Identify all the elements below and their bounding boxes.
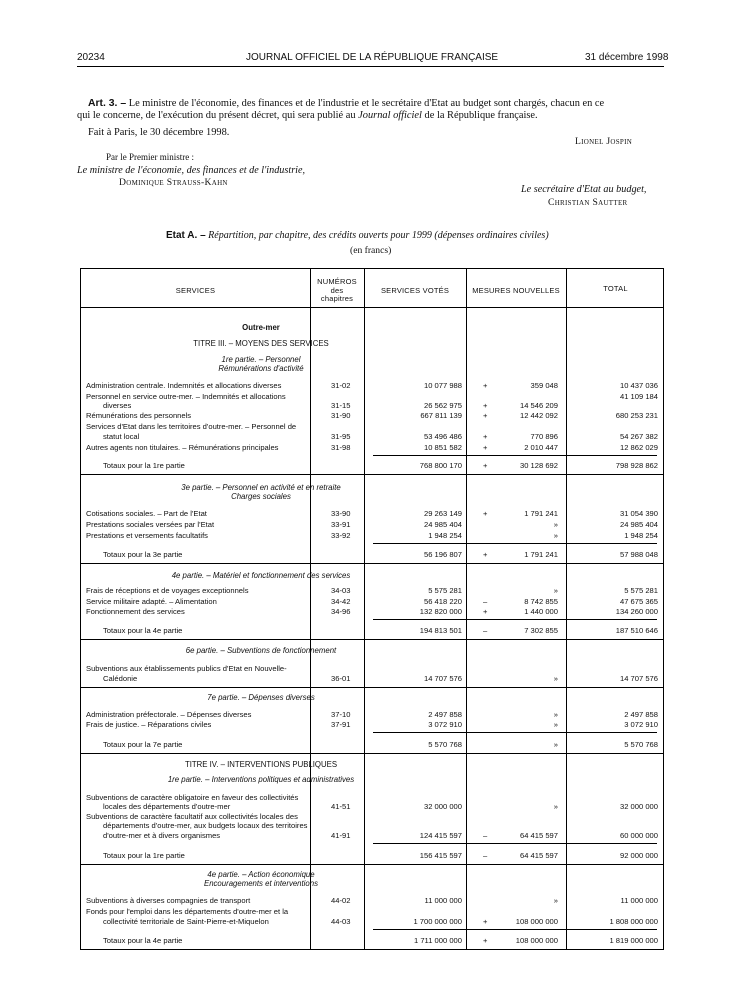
row-chapter: 41-91 [331,831,351,840]
totals-votes: 5 570 768 [428,740,462,749]
totals-label: Totaux pour la 3e partie [103,550,183,559]
credits-table [80,268,664,950]
row-label: Fonds pour l'emploi dans les départements d'outre-mer et la [86,907,289,916]
col-numeros-line1: NUMÉROS [317,277,357,286]
row-total: 31 054 390 [619,509,658,518]
totals-label: Totaux pour la 7e partie [103,740,183,749]
totals-mesures: » [553,740,558,749]
row-total: 10 437 036 [619,381,658,390]
totals-votes: 194 813 501 [419,626,462,635]
section-p1-sub: Rémunérations d'activité [218,364,304,373]
header-rule [77,66,664,67]
totals-total: 57 988 048 [619,550,658,559]
section-t4p4-sub: Encouragements et interventions [204,879,318,888]
totals-votes: 1 711 000 000 [414,936,462,945]
article-line2-b: Journal officiel [358,109,422,121]
row-label: Prestations sociales versées par l'Etat [86,520,215,529]
row-total: 60 000 000 [619,831,658,840]
row-label-cont: départements d'outre-mer, aux budgets locaux des territoires [103,821,308,830]
journal-title: JOURNAL OFFICIEL DE LA RÉPUBLIQUE FRANÇAISE [246,52,499,63]
row-label: Subventions à diverses compagnies de transport [86,896,251,905]
row-votes: 26 562 975 [423,401,462,410]
row-chapter: 31-98 [331,443,351,452]
row-chapter: 34-03 [331,586,351,595]
row-label: Autres agents non titulaires. – Rémunérations principales [86,443,279,452]
row-votes: 132 820 000 [419,607,462,616]
row-mesures: 1 440 000 [524,607,558,616]
col-total: TOTAL [603,284,628,293]
totals-sign: – [483,626,488,635]
row-sign: + [483,411,488,420]
row-sign: + [483,917,488,926]
row-mesures: » [553,586,558,595]
totals-mesures: 30 128 692 [519,461,558,470]
row-votes: 124 415 597 [419,831,462,840]
row-mesures: » [553,674,558,683]
row-chapter: 31-90 [331,411,351,420]
row-total: 134 260 000 [615,607,658,616]
row-sign: + [483,509,488,518]
table-title-label: Etat A. – [166,230,206,241]
totals-votes: 156 415 597 [419,851,462,860]
row-chapter: 33-92 [331,531,351,540]
row-votes: 14 707 576 [423,674,462,683]
section-p1-title: 1re partie. – Personnel [221,355,301,364]
row-chapter: 33-90 [331,509,351,518]
row-votes: 32 000 000 [423,802,462,811]
col-votes: SERVICES VOTÉS [380,286,450,295]
header-date: 31 décembre 1998 [585,52,669,63]
row-votes: 29 263 149 [423,509,462,518]
col-numeros-line3: chapitres [320,294,354,303]
row-votes: 1 700 000 000 [413,917,462,926]
col-services: SERVICES [175,286,216,295]
row-label: Subventions de caractère facultatif aux collectivités locales des [86,812,298,821]
col-mesures: MESURES NOUVELLES [472,286,560,295]
row-label-cont: diverses [103,401,132,410]
section-p3-sub: Charges sociales [231,492,291,501]
row-label-cont: collectivité territoriale de Saint-Pierre-et-Miquelon [103,917,269,926]
row-votes: 3 072 910 [428,720,462,729]
minister-name: Dominique Strauss-Kahn [119,177,228,188]
row-votes: 11 000 000 [424,896,462,905]
totals-mesures: 1 791 241 [524,550,558,559]
row-label: Prestations et versements facultatifs [86,531,208,540]
row-chapter: 44-03 [331,917,351,926]
row-total: 54 267 382 [619,432,658,441]
row-total: 32 000 000 [619,802,658,811]
totals-label: Totaux pour la 4e partie [103,626,183,635]
done-at: Fait à Paris, le 30 décembre 1998. [88,127,230,138]
page-number: 20234 [77,52,105,63]
totals-votes: 56 196 807 [423,550,462,559]
row-votes: 53 496 486 [423,432,462,441]
row-total: 11 000 000 [620,896,658,905]
row-chapter: 37-10 [331,710,351,719]
totals-mesures: 64 415 597 [519,851,558,860]
section-p3-title: 3e partie. – Personnel en activité et en retraite [181,483,341,492]
row-mesures: 108 000 000 [515,917,558,926]
table-title [166,230,549,241]
row-votes: 667 811 139 [420,411,462,420]
row-mesures: » [553,710,558,719]
section-t4p4-title: 4e partie. – Action économique [207,870,315,879]
row-label: Frais de réceptions et de voyages exceptionnels [86,586,249,595]
row-chapter: 36-01 [331,674,351,683]
article-line1: Le ministre de l'économie, des finances et de l'industrie et le secrétaire d'Etat au budget sont chargés, chacun en ce [126,98,605,109]
row-total: 41 109 184 [619,392,658,401]
totals-sign: + [483,936,488,945]
totals-votes: 768 800 170 [419,461,462,470]
row-label: Administration centrale. Indemnités et allocations diverses [86,381,282,390]
row-total: 24 985 404 [619,520,658,529]
section-titre4: TITRE IV. – INTERVENTIONS PUBLIQUES [184,760,338,769]
minister-title: Le ministre de l'économie, des finances et de l'industrie, [77,165,306,176]
row-label: Fonctionnement des services [86,607,185,616]
row-label-cont: d'outre-mer et à divers organismes [103,831,221,840]
row-sign: + [483,443,488,452]
row-label: Rémunérations des personnels [86,411,192,420]
section-p7-title: 7e partie. – Dépenses diverses [207,693,315,702]
table-unit: (en francs) [350,245,392,256]
row-label: Cotisations sociales. – Part de l'Etat [86,509,207,518]
row-mesures: » [553,896,558,905]
row-label: Personnel en service outre-mer. – Indemnités et allocations [86,392,286,401]
totals-mesures: 108 000 000 [515,936,558,945]
row-chapter: 37-91 [331,720,351,729]
totals-label: Totaux pour la 1re partie [103,461,185,470]
row-votes: 10 851 582 [423,443,462,452]
row-label-cont: Calédonie [103,674,138,683]
row-mesures: 770 896 [530,432,558,441]
row-total: 5 575 281 [624,586,658,595]
section-p4-title: 4e partie. – Matériel et fonctionnement des services [171,571,351,580]
totals-total: 5 570 768 [624,740,658,749]
totals-label: Totaux pour la 4e partie [103,936,183,945]
row-label: Subventions de caractère obligatoire en faveur des collectivités [86,793,299,802]
row-total: 3 072 910 [624,720,658,729]
row-chapter: 41-51 [331,802,351,811]
article-line2-c: de la République française. [421,109,538,121]
article-3 [77,98,667,121]
row-mesures: 2 010 447 [524,443,558,452]
row-sign: + [483,432,488,441]
row-chapter: 44-02 [331,896,351,905]
row-votes: 56 418 220 [423,597,462,606]
row-label: Service militaire adapté. – Alimentation [86,597,217,606]
row-chapter: 31-02 [331,381,351,390]
section-titre3: TITRE III. – MOYENS DES SERVICES [193,339,329,348]
row-label: Services d'Etat dans les territoires d'outre-mer. – Personnel de [86,422,297,431]
secretary-title: Le secrétaire d'Etat au budget, [521,184,647,195]
totals-sign: + [483,550,488,559]
row-label: Administration préfectorale. – Dépenses diverses [86,710,252,719]
col-numeros [310,278,364,304]
row-total: 14 707 576 [619,674,658,683]
section-t4p1-title: 1re partie. – Interventions politiques et administratives [167,775,355,784]
col-numeros-line2: des [330,285,344,295]
row-total: 12 862 029 [619,443,658,452]
row-mesures: » [553,802,558,811]
row-total: 47 675 365 [619,597,658,606]
row-label-cont: locales des départements d'outre-mer [103,802,231,811]
totals-total: 187 510 646 [615,626,658,635]
row-mesures: 12 442 092 [519,411,558,420]
row-label-cont: statut local [103,432,140,441]
row-votes: 24 985 404 [423,520,462,529]
row-label: Subventions aux établissements publics d'Etat en Nouvelle- [86,664,287,673]
totals-sign: – [483,851,488,860]
article-label: Art. 3. – [88,98,127,109]
totals-total: 798 928 862 [615,461,658,470]
totals-total: 92 000 000 [619,851,658,860]
row-chapter: 31-15 [331,401,351,410]
by-pm: Par le Premier ministre : [106,152,194,162]
row-votes: 5 575 281 [428,586,462,595]
row-chapter: 31-95 [331,432,351,441]
row-mesures: 8 742 855 [524,597,558,606]
row-label: Frais de justice. – Réparations civiles [86,720,212,729]
row-mesures: 64 415 597 [519,831,558,840]
row-mesures: 14 546 209 [519,401,558,410]
secretary-name: Christian Sautter [548,197,628,208]
row-total: 1 808 000 000 [609,917,658,926]
section-outremer: Outre-mer [242,323,280,332]
row-sign: – [483,831,488,840]
row-total: 1 948 254 [624,531,658,540]
row-mesures: » [553,720,558,729]
row-votes: 2 497 858 [428,710,462,719]
row-mesures: 1 791 241 [524,509,558,518]
row-votes: 10 077 988 [423,381,462,390]
row-chapter: 34-96 [331,607,351,616]
row-mesures: » [553,520,558,529]
row-sign: + [483,607,488,616]
table-title-text: Répartition, par chapitre, des crédits ouverts pour 1999 (dépenses ordinaires civiles) [205,230,549,241]
row-mesures: 359 048 [530,381,558,390]
row-chapter: 34-42 [331,597,351,606]
row-votes: 1 948 254 [428,531,462,540]
totals-total: 1 819 000 000 [609,936,658,945]
row-total: 2 497 858 [624,710,658,719]
row-total: 680 253 231 [615,411,658,420]
article-line2-a: qui le concerne, de l'exécution du présent décret, qui sera publié au [77,109,359,121]
row-chapter: 33-91 [331,520,351,529]
row-mesures: » [553,531,558,540]
section-p6-title: 6e partie. – Subventions de fonctionnement [185,646,337,655]
pm-signature: Lionel Jospin [575,136,633,147]
row-sign: + [483,401,488,410]
row-sign: + [483,381,488,390]
row-sign: – [483,597,488,606]
totals-label: Totaux pour la 1re partie [103,851,185,860]
totals-mesures: 7 302 855 [524,626,558,635]
totals-sign: + [483,461,488,470]
